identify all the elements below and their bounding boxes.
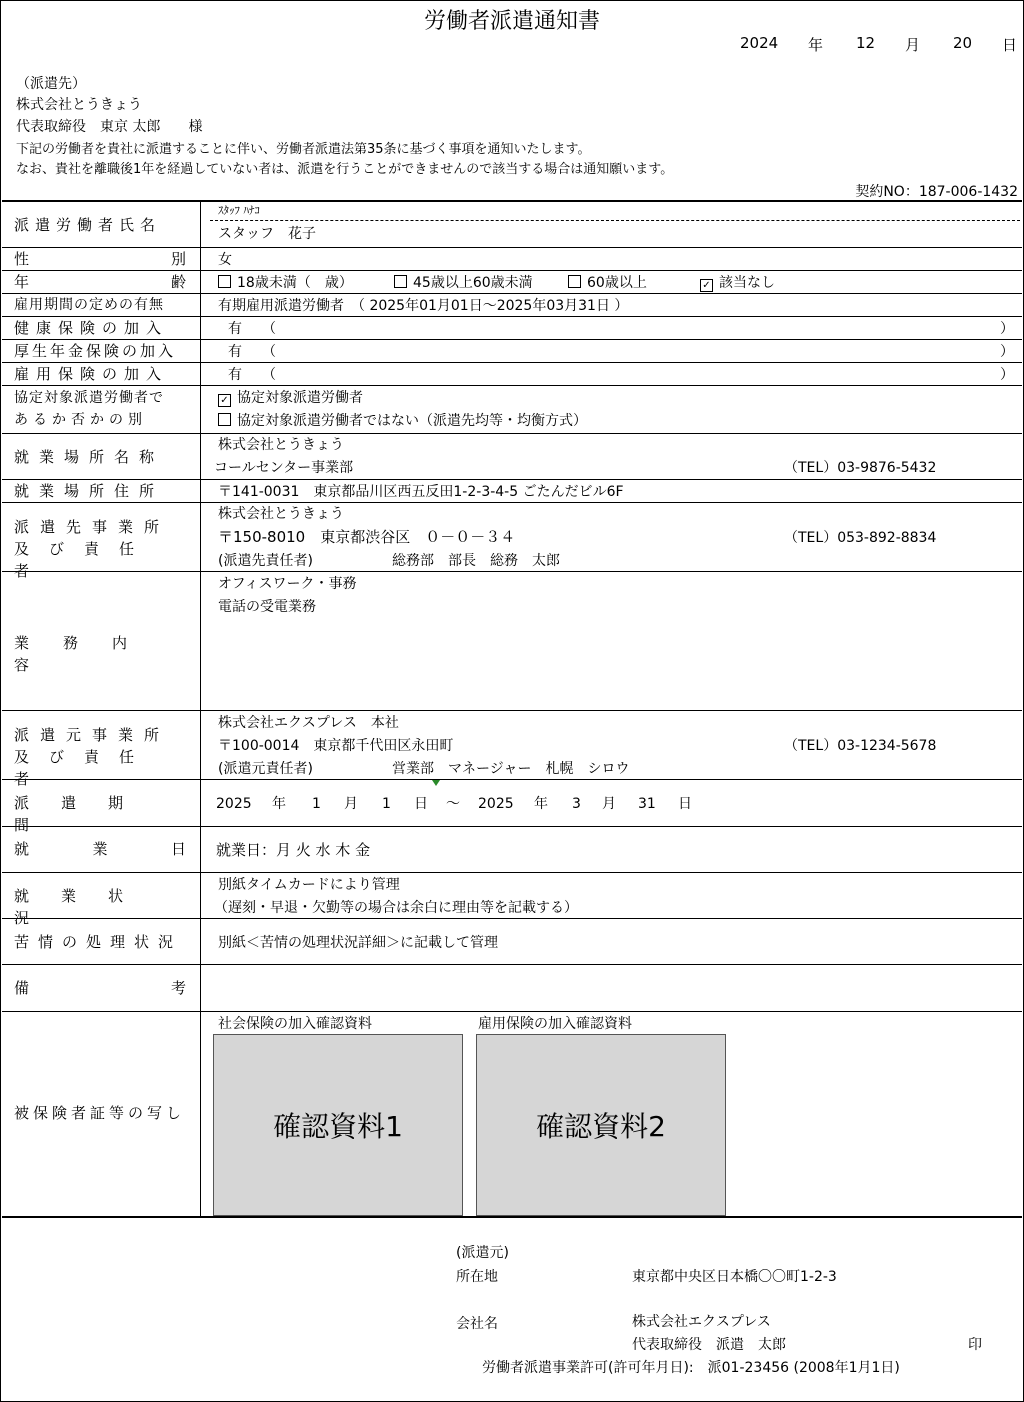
dispatch-manager: 営業部 マネージャー 札幌 シロウ — [392, 761, 630, 777]
addressee-representative: 代表取締役 東京 太郎 様 — [16, 119, 203, 135]
client-manager-label: (派遣先責任者) — [218, 553, 313, 569]
social-insurance-document-box[interactable]: 確認資料1 — [213, 1034, 463, 1216]
agreement-option-1[interactable]: ✓ 協定対象派遣労働者 — [218, 389, 363, 407]
period-end-month-unit: 月 — [602, 796, 616, 812]
footer-company: 株式会社エクスプレス — [632, 1314, 771, 1330]
addressee-label: （派遣先） — [16, 76, 86, 92]
date-year-unit: 年 — [808, 36, 824, 54]
pension-insurance-value: 有 — [228, 344, 242, 360]
label-dispatch-office — [14, 724, 186, 790]
footer-address-label: 所在地 — [456, 1269, 498, 1285]
client-company: 株式会社とうきょう — [218, 506, 344, 522]
document-title: 労働者派遣通知書 — [423, 9, 600, 34]
date-month: 12 — [856, 34, 876, 52]
employment-insurance-document-box[interactable]: 確認資料2 — [476, 1034, 726, 1216]
period-start-year-unit: 年 — [272, 796, 286, 812]
checked-checkbox-icon[interactable]: ✓ — [218, 394, 231, 407]
addressee-company: 株式会社とうきょう — [16, 97, 142, 113]
age-option-2[interactable]: 45歳以上60歳未満 — [394, 274, 533, 292]
date-month-unit: 月 — [905, 36, 921, 54]
worker-furigana: ｽﾀｯﾌ ﾊﾅｺ — [218, 204, 260, 217]
label-client-office-line1: 派遣先事業所 — [14, 518, 171, 536]
footer-sender-label: (派遣元) — [456, 1245, 509, 1261]
job-content-line2: 電話の受電業務 — [218, 599, 316, 615]
social-insurance-caption: 社会保険の加入確認資料 — [218, 1016, 372, 1032]
date-day: 20 — [953, 34, 973, 52]
period-start-month-unit: 月 — [344, 796, 358, 812]
employment-insurance-close: ） — [1000, 367, 1014, 383]
label-remarks-b: 考 — [170, 979, 186, 997]
pension-insurance-close: ） — [1000, 344, 1014, 360]
label-worker-name-text: 派遣労働者氏名 — [14, 216, 162, 234]
pension-insurance-open: （ — [262, 344, 276, 360]
checkbox-icon[interactable] — [218, 413, 231, 426]
work-status-line1: 別紙タイムカードにより管理 — [218, 877, 400, 893]
label-age — [14, 271, 186, 293]
label-job-content: 業務内容 — [14, 634, 162, 674]
label-agreement — [14, 387, 186, 431]
work-status-line2: （遅刻・早退・欠勤等の場合は余白に理由等を記載する） — [214, 900, 578, 916]
intro-line-1: 下記の労働者を貴社に派遣することに伴い、労働者派遣法第35条に基づく事項を通知いたします。 — [16, 142, 591, 157]
period-start-year: 2025 — [216, 796, 252, 812]
checkbox-icon[interactable] — [218, 275, 231, 288]
label-client-office — [14, 516, 186, 582]
label-agreement-line1: 協定対象派遣労働者で — [14, 390, 164, 406]
intro-line-2: なお、貴社を離職後1年を経過していない者は、派遣を行うことができませんので該当する場合は通知願います。 — [16, 162, 674, 177]
dispatch-tel: （TEL）03-1234-5678 — [784, 738, 937, 754]
label-employment-period: 雇用期間の定めの有無 — [14, 297, 164, 313]
work-days-value: 就業日：月 火 水 木 金 — [216, 841, 371, 859]
date-year: 2024 — [740, 34, 779, 52]
footer-representative: 代表取締役 派遣 太郎 — [632, 1337, 786, 1353]
checkbox-icon[interactable] — [568, 275, 581, 288]
period-start-day: 1 — [382, 796, 391, 812]
label-remarks-a: 備 — [14, 979, 30, 997]
dispatch-manager-label: (派遣元責任者) — [218, 761, 313, 777]
employment-insurance-open: （ — [262, 367, 276, 383]
period-end-year-unit: 年 — [534, 796, 548, 812]
label-remarks — [14, 977, 186, 999]
age-option-4[interactable]: ✓ 該当なし — [700, 274, 775, 292]
label-age-a: 年 — [14, 273, 30, 291]
label-pension-insurance: 厚生年金保険の加入 — [14, 342, 177, 360]
period-end-day-unit: 日 — [678, 796, 692, 812]
client-manager: 総務部 部長 総務 太郎 — [392, 553, 560, 569]
seal-mark: 印 — [968, 1337, 982, 1353]
label-gender-b: 別 — [170, 250, 186, 268]
contract-number: 契約NO：187-006-1432 — [855, 184, 1018, 200]
label-work-days-b: 業 — [92, 840, 108, 858]
workplace-tel: （TEL）03-9876-5432 — [784, 460, 937, 476]
label-gender-a: 性 — [14, 250, 30, 268]
client-tel: （TEL）053-892-8834 — [784, 530, 937, 546]
age-option-3[interactable]: 60歳以上 — [568, 274, 647, 292]
agreement-option-2[interactable]: 協定対象派遣労働者ではない（派遣先均等・均衡方式） — [218, 412, 587, 430]
complaints-value: 別紙＜苦情の処理状況詳細＞に記載して管理 — [218, 935, 498, 951]
label-worker-name — [14, 214, 186, 236]
label-dispatch-office-line2: 及び責任者 — [14, 748, 155, 788]
checked-checkbox-icon[interactable]: ✓ — [700, 279, 713, 292]
period-start-month: 1 — [312, 796, 321, 812]
workplace-company: 株式会社とうきょう — [218, 437, 344, 453]
health-insurance-close: ） — [1000, 321, 1014, 337]
client-address: 〒150-8010 東京都渋谷区 ０－０－３４ — [218, 528, 516, 546]
label-age-b: 齢 — [170, 273, 186, 291]
label-work-days — [14, 838, 186, 860]
label-client-office-line2: 及び責任者 — [14, 540, 155, 580]
age-option-1[interactable]: 18歳未満（ 歳） — [218, 274, 353, 292]
label-work-days-c: 日 — [170, 840, 186, 858]
label-health-insurance: 健康保険の加入 — [14, 319, 169, 337]
label-insurance-copies: 被保険者証等の写し — [14, 1104, 186, 1122]
employment-period-value: 有期雇用派遣労働者 （ 2025年01月01日～2025年03月31日 ） — [218, 298, 629, 314]
footer-license: 労働者派遣事業許可(許可年月日): 派01-23456 (2008年1月1日) — [482, 1360, 900, 1376]
checkbox-icon[interactable] — [394, 275, 407, 288]
employment-insurance-caption: 雇用保険の加入確認資料 — [478, 1016, 632, 1032]
employment-insurance-value: 有 — [228, 367, 242, 383]
period-tilde: ～ — [446, 796, 460, 812]
workplace-department: コールセンター事業部 — [214, 460, 354, 476]
label-gender — [14, 248, 186, 270]
workplace-address: 〒141-0031 東京都品川区西五反田1-2-3-4-5 ごたんだビル6F — [218, 484, 624, 500]
label-dispatch-period: 派遣期間 — [14, 794, 156, 834]
worker-name: スタッフ 花子 — [218, 226, 316, 242]
health-insurance-open: （ — [262, 321, 276, 337]
label-employment-insurance: 雇用保険の加入 — [14, 365, 169, 383]
footer-address: 東京都中央区日本橋〇〇町1-2-3 — [632, 1269, 837, 1285]
label-workplace-name: 就業場所名称 — [14, 448, 165, 466]
label-dispatch-office-line1: 派遣元事業所 — [14, 726, 171, 744]
period-end-year: 2025 — [478, 796, 514, 812]
gender-value: 女 — [218, 252, 232, 268]
dispatch-address: 〒100-0014 東京都千代田区永田町 — [218, 738, 454, 754]
health-insurance-value: 有 — [228, 321, 242, 337]
period-end-day: 31 — [638, 796, 656, 812]
period-end-month: 3 — [572, 796, 581, 812]
label-agreement-line2: あるか否かの別 — [14, 412, 147, 428]
comment-marker-icon — [432, 780, 440, 786]
label-work-days-a: 就 — [14, 840, 30, 858]
date-day-unit: 日 — [1002, 36, 1018, 54]
label-complaints: 苦情の処理状況 — [14, 933, 183, 951]
footer-company-label: 会社名 — [456, 1316, 498, 1332]
dispatch-company: 株式会社エクスプレス 本社 — [218, 715, 399, 731]
period-start-day-unit: 日 — [414, 796, 428, 812]
label-work-status: 就業状況 — [14, 887, 156, 927]
job-content-line1: オフィスワーク・事務 — [218, 576, 357, 592]
label-workplace-address: 就業場所住所 — [14, 482, 165, 500]
